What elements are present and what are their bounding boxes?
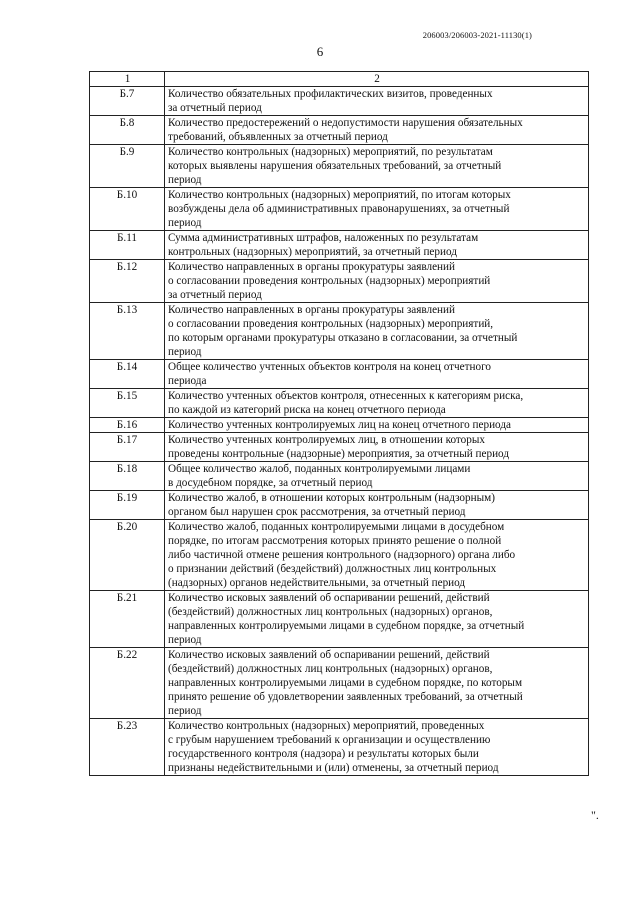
description-line: о признании действий (бездействий) должностных лиц контрольных (168, 563, 497, 575)
table-row (90, 116, 589, 145)
table-row (90, 648, 589, 719)
description-line: Количество контрольных (надзорных) мероприятий, по итогам которых (168, 189, 511, 201)
description-line: направленных контролируемыми лицами в судебном порядке, по которым (168, 677, 523, 689)
description-line: период (168, 634, 202, 646)
description-line: Количество жалоб, в отношении которых контрольным (надзорным) (168, 492, 495, 504)
table-row (90, 462, 589, 491)
description-line: органом был нарушен срок рассмотрения, за отчетный период (168, 506, 466, 518)
row-description (165, 648, 589, 719)
description-line: за отчетный период (168, 289, 262, 301)
table-row (90, 418, 589, 433)
description-line: Общее количество жалоб, поданных контролируемыми лицами (168, 463, 471, 475)
description-line: принято решение об удовлетворении заявленных требований, за отчетный (168, 691, 523, 703)
description-line: требований, объявленных за отчетный период (168, 131, 388, 143)
description-line: порядке, по итогам рассмотрения которых принято решение о полной (168, 535, 502, 547)
description-line: с грубым нарушением требований к организации и осуществлению (168, 734, 491, 746)
row-code: Б.11 (90, 231, 165, 260)
row-description (165, 433, 589, 462)
column-header-description: 2 (165, 72, 589, 87)
table-row (90, 303, 589, 360)
table-row (90, 591, 589, 648)
row-description (165, 303, 589, 360)
description-line: Количество учтенных объектов контроля, отнесенных к категориям риска, (168, 390, 524, 402)
table-row (90, 188, 589, 231)
description-line: Количество предостережений о недопустимости нарушения обязательных (168, 117, 523, 129)
table-row (90, 389, 589, 418)
description-line: период (168, 346, 202, 358)
row-description (165, 188, 589, 231)
description-line: возбуждены дела об административных правонарушениях, за отчетный (168, 203, 510, 215)
row-description (165, 145, 589, 188)
row-description (165, 87, 589, 116)
description-line: направленных контролируемыми лицами в судебном порядке, за отчетный (168, 620, 525, 632)
description-line: за отчетный период (168, 102, 262, 114)
row-description (165, 116, 589, 145)
row-code: Б.22 (90, 648, 165, 719)
description-line: которых выявлены нарушения обязательных требований, за отчетный (168, 160, 502, 172)
description-line: Общее количество учтенных объектов контроля на конец отчетного (168, 361, 492, 373)
row-description (165, 260, 589, 303)
row-code: Б.9 (90, 145, 165, 188)
page-number: 6 (316, 44, 324, 59)
description-line: по которым органами прокуратуры отказано в согласовании, за отчетный (168, 332, 518, 344)
table-row (90, 231, 589, 260)
table-row (90, 87, 589, 116)
row-code: Б.13 (90, 303, 165, 360)
description-line: Количество учтенных контролируемых лиц, в отношении которых (168, 434, 485, 446)
description-line: Сумма административных штрафов, наложенных по результатам (168, 232, 479, 244)
description-line: Количество направленных в органы прокуратуры заявлений (168, 304, 456, 316)
description-line: период (168, 217, 202, 229)
row-description (165, 231, 589, 260)
row-code: Б.20 (90, 520, 165, 591)
description-line: контрольных (надзорных) мероприятий, за отчетный период (168, 246, 457, 258)
closing-quote-mark: ". (591, 808, 599, 822)
row-code: Б.23 (90, 719, 165, 776)
description-line: Количество учтенных контролируемых лиц на конец отчетного периода (168, 419, 511, 431)
row-description (165, 719, 589, 776)
row-code: Б.14 (90, 360, 165, 389)
row-code: Б.8 (90, 116, 165, 145)
description-line: либо частичной отмене решения контрольного (надзорного) органа либо (168, 549, 516, 561)
row-code: Б.12 (90, 260, 165, 303)
description-line: о согласовании проведения контрольных (надзорных) мероприятий (168, 275, 491, 287)
row-description (165, 462, 589, 491)
table-row (90, 520, 589, 591)
table-row (90, 433, 589, 462)
indicators-table (89, 71, 589, 776)
row-code: Б.21 (90, 591, 165, 648)
description-line: Количество исковых заявлений об оспаривании решений, действий (168, 649, 490, 661)
description-line: в досудебном порядке, за отчетный период (168, 477, 373, 489)
row-description (165, 389, 589, 418)
description-line: по каждой из категорий риска на конец отчетного периода (168, 404, 446, 416)
row-description (165, 491, 589, 520)
row-code: Б.18 (90, 462, 165, 491)
description-line: период (168, 705, 202, 717)
table-header-row (90, 72, 589, 87)
description-line: (надзорных) органов недействительными, за отчетный период (168, 577, 466, 589)
table-row (90, 145, 589, 188)
description-line: Количество контрольных (надзорных) мероприятий, по результатам (168, 146, 493, 158)
description-line: проведены контрольные (надзорные) мероприятия, за отчетный период (168, 448, 510, 460)
row-code: Б.7 (90, 87, 165, 116)
row-description (165, 360, 589, 389)
row-code: Б.19 (90, 491, 165, 520)
description-line: (бездействий) должностных лиц контрольных (надзорных) органов, (168, 606, 493, 618)
row-code: Б.16 (90, 418, 165, 433)
row-code: Б.10 (90, 188, 165, 231)
row-description (165, 591, 589, 648)
column-header-code: 1 (90, 72, 165, 87)
table-body (90, 87, 589, 776)
table-row (90, 260, 589, 303)
description-line: признаны недействительными и (или) отменены, за отчетный период (168, 762, 499, 774)
row-description (165, 418, 589, 433)
description-line: о согласовании проведения контрольных (надзорных) мероприятий, (168, 318, 494, 330)
description-line: Количество обязательных профилактических визитов, проведенных (168, 88, 493, 100)
table-row (90, 719, 589, 776)
description-line: Количество исковых заявлений об оспаривании решений, действий (168, 592, 490, 604)
description-line: Количество жалоб, поданных контролируемыми лицами в досудебном (168, 521, 505, 533)
row-code: Б.15 (90, 389, 165, 418)
description-line: период (168, 174, 202, 186)
row-description (165, 520, 589, 591)
description-line: периода (168, 375, 207, 387)
table-row (90, 491, 589, 520)
table-row (90, 360, 589, 389)
document-number: 206003/206003-2021-11130(1) (422, 30, 532, 40)
description-line: (бездействий) должностных лиц контрольных (надзорных) органов, (168, 663, 493, 675)
description-line: Количество контрольных (надзорных) мероприятий, проведенных (168, 720, 485, 732)
description-line: государственного контроля (надзора) и результаты которых были (168, 748, 479, 760)
row-code: Б.17 (90, 433, 165, 462)
description-line: Количество направленных в органы прокуратуры заявлений (168, 261, 456, 273)
